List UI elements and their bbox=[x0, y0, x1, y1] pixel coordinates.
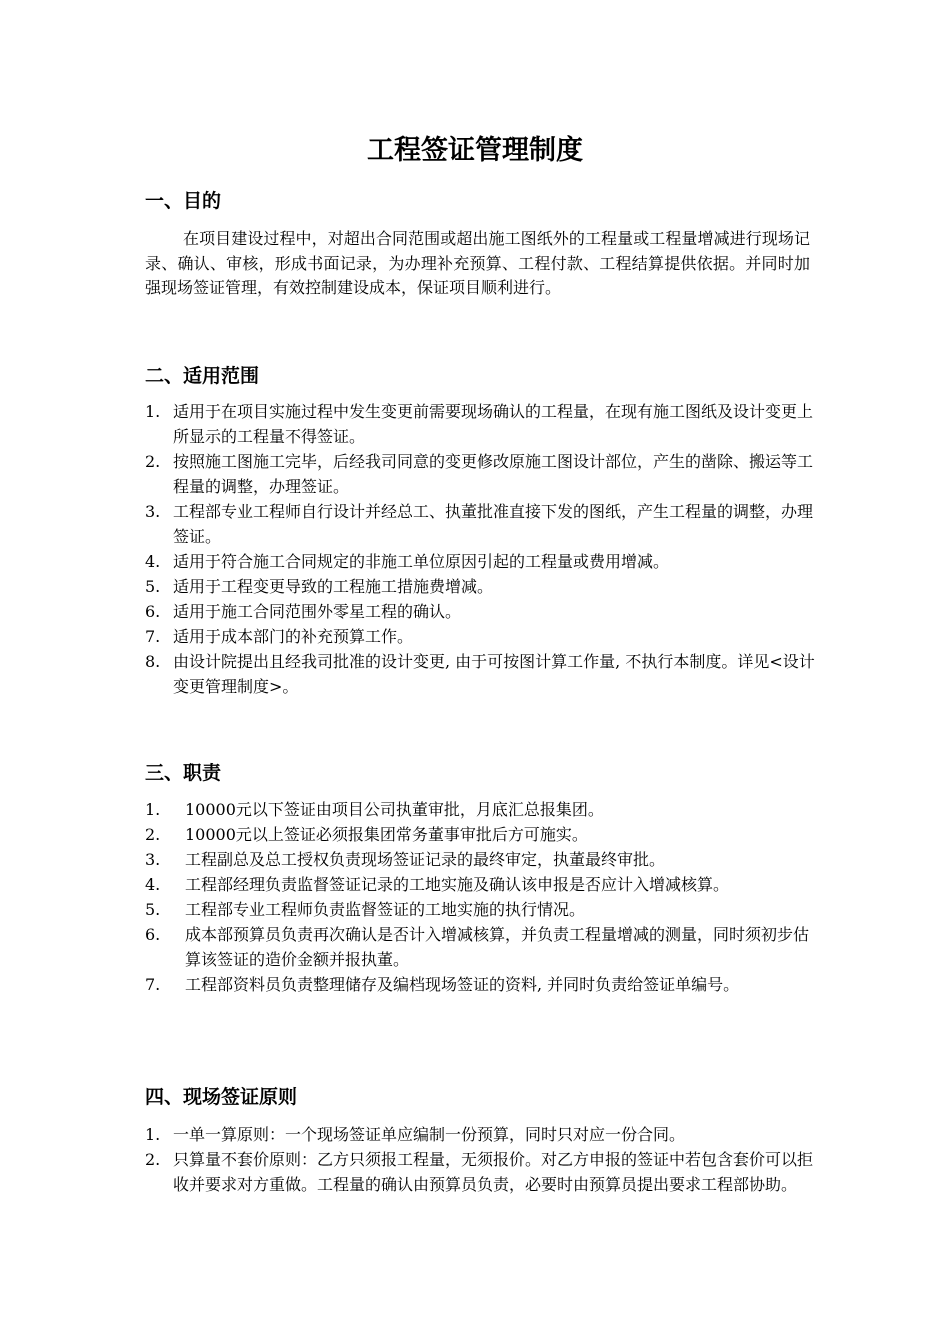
list-item bbox=[145, 872, 815, 897]
list-item bbox=[145, 822, 815, 847]
list-item-number: 4. bbox=[145, 552, 161, 571]
section-heading-principles: 四、现场签证原则 bbox=[145, 1086, 298, 1108]
list-item bbox=[145, 847, 815, 872]
list-item-number: 6. bbox=[145, 602, 161, 621]
list-item-number: 6. bbox=[145, 925, 161, 944]
list-item bbox=[145, 897, 815, 922]
list-item-number: 7. bbox=[145, 975, 161, 994]
list-item-text: 成本部预算员负责再次确认是否计入增减核算，并负责工程量增减的测量，同时须初步估算该签证的造价金额并报执董。 bbox=[185, 925, 810, 969]
list-item-text: 适用于在项目实施过程中发生变更前需要现场确认的工程量，在现有施工图纸及设计变更上所显示的工程量不得签证。 bbox=[173, 402, 814, 446]
list-item-text: 工程部经理负责监督签证记录的工地实施及确认该申报是否应计入增减核算。 bbox=[185, 875, 730, 894]
list-item-text: 10000元以上签证必须报集团常务董事审批后方可施实。 bbox=[185, 825, 588, 844]
list-item bbox=[145, 599, 815, 624]
list-item-text: 工程副总及总工授权负责现场签证记录的最终审定，执董最终审批。 bbox=[185, 850, 666, 869]
list-item-text: 一单一算原则：一个现场签证单应编制一份预算，同时只对应一份合同。 bbox=[173, 1125, 686, 1144]
document-title: 工程签证管理制度 bbox=[367, 135, 583, 166]
list-item-number: 5. bbox=[145, 900, 161, 919]
list-item-number: 4. bbox=[145, 875, 161, 894]
list-item-number: 3. bbox=[145, 502, 161, 521]
list-item-number: 8. bbox=[145, 652, 161, 671]
list-item-number: 7. bbox=[145, 627, 161, 646]
list-item bbox=[145, 1147, 815, 1197]
list-item-number: 5. bbox=[145, 577, 161, 596]
list-item-text: 适用于工程变更导致的工程施工措施费增减。 bbox=[173, 577, 494, 596]
list-item bbox=[145, 649, 815, 699]
section-heading-responsibilities: 三、职责 bbox=[145, 762, 222, 784]
list-item bbox=[145, 549, 815, 574]
list-item bbox=[145, 797, 815, 822]
list-item-number: 2. bbox=[145, 452, 161, 471]
list-item-number: 1. bbox=[145, 1125, 161, 1144]
list-item bbox=[145, 972, 815, 997]
list-item bbox=[145, 922, 815, 972]
principles-list bbox=[145, 1122, 815, 1197]
list-item-text: 工程部专业工程师负责监督签证的工地实施的执行情况。 bbox=[185, 900, 586, 919]
list-item-text: 10000元以下签证由项目公司执董审批，月底汇总报集团。 bbox=[185, 800, 604, 819]
list-item bbox=[145, 399, 815, 449]
list-item-text: 适用于施工合同范围外零星工程的确认。 bbox=[173, 602, 462, 621]
list-item bbox=[145, 499, 815, 549]
list-item-number: 1. bbox=[145, 402, 161, 421]
list-item-text: 适用于成本部门的补充预算工作。 bbox=[173, 627, 414, 646]
list-item-text: 工程部资料员负责整理储存及编档现场签证的资料, 并同时负责给签证单编号。 bbox=[185, 975, 740, 994]
list-item-number: 2. bbox=[145, 825, 161, 844]
list-item-text: 按照施工图施工完毕，后经我司同意的变更修改原施工图设计部位，产生的凿除、搬运等工程量的调整，办理签证。 bbox=[173, 452, 814, 496]
list-item-number: 1. bbox=[145, 800, 161, 819]
list-item-text: 由设计院提出且经我司批准的设计变更, 由于可按图计算工作量, 不执行本制度。详见<设计变更管理制度>。 bbox=[173, 652, 815, 696]
scope-list bbox=[145, 399, 815, 699]
list-item-text: 工程部专业工程师自行设计并经总工、执董批准直接下发的图纸，产生工程量的调整，办理签证。 bbox=[173, 502, 814, 546]
list-item-text: 只算量不套价原则：乙方只须报工程量，无须报价。对乙方申报的签证中若包含套价可以拒收并要求对方重做。工程量的确认由预算员负责，必要时由预算员提出要求工程部协助。 bbox=[173, 1150, 814, 1194]
purpose-paragraph: 在项目建设过程中，对超出合同范围或超出施工图纸外的工程量或工程量增减进行现场记录、确认、审核，形成书面记录，为办理补充预算、工程付款、工程结算提供依据。并同时加强现场签证管理，有效控制建设成本，保证项目顺利进行。 bbox=[145, 229, 810, 297]
section-heading-scope: 二、适用范围 bbox=[145, 365, 260, 387]
responsibilities-list bbox=[145, 797, 815, 997]
list-item bbox=[145, 574, 815, 599]
list-item-number: 3. bbox=[145, 850, 161, 869]
list-item-text: 适用于符合施工合同规定的非施工单位原因引起的工程量或费用增减。 bbox=[173, 552, 670, 571]
section-heading-purpose: 一、目的 bbox=[145, 190, 222, 212]
list-item-number: 2. bbox=[145, 1150, 161, 1169]
list-item bbox=[145, 449, 815, 499]
list-item bbox=[145, 624, 815, 649]
list-item bbox=[145, 1122, 815, 1147]
